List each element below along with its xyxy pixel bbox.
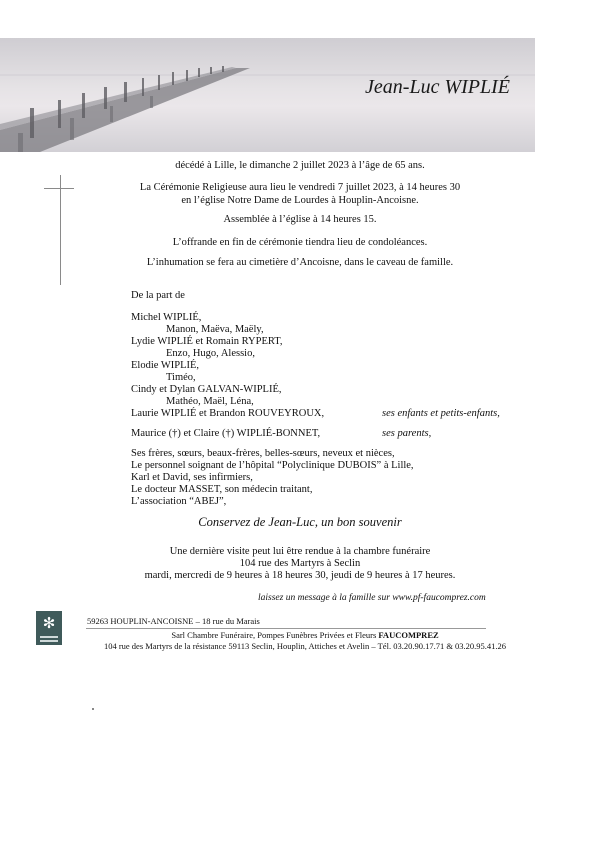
family-line: Cindy et Dylan GALVAN-WIPLIÉ, — [131, 384, 282, 395]
family-line: Manon, Maëva, Maëly, — [166, 324, 264, 335]
family-line: Laurie WIPLIÉ et Brandon ROUVEYROUX, — [131, 408, 325, 419]
deceased-name: Jean-Luc WIPLIÉ — [365, 76, 510, 98]
family-line: Michel WIPLIÉ, — [131, 312, 202, 323]
offering-text: L’offrande en fin de cérémonie tiendra lieu de condoléances. — [172, 237, 428, 248]
death-notice: décédé à Lille, le dimanche 2 juillet 2023 à l’âge de 65 ans. — [175, 160, 425, 171]
visit-line-1: Une dernière visite peut lui être rendue à la chambre funéraire — [169, 546, 431, 557]
family-intro: De la part de — [131, 290, 185, 301]
footer-company — [80, 630, 530, 641]
flower-icon: ✻ — [42, 614, 56, 632]
burial-text: L’inhumation se fera au cimetière d’Ancoisne, dans le caveau de famille. — [146, 257, 454, 268]
footer-company-prefix: Sarl Chambre Funéraire, Pompes Funèbres Privées et Fleurs — [171, 630, 379, 640]
family-line: Enzo, Hugo, Alessio, — [166, 348, 255, 359]
others-line: Karl et David, ses infirmiers, — [131, 472, 253, 483]
speck — [92, 708, 94, 710]
company-logo — [36, 611, 62, 645]
family-line: Elodie WIPLIÉ, — [131, 360, 200, 371]
ceremony-line-2: en l’église Notre Dame de Lourdes à Houplin-Ancoisne. — [181, 195, 419, 206]
parents-note: ses parents, — [382, 428, 432, 439]
children-note: ses enfants et petits-enfants, — [382, 408, 500, 419]
family-line: Timéo, — [166, 372, 196, 383]
others-line: Le personnel soignant de l’hôpital “Polyclinique DUBOIS” à Lille, — [131, 460, 414, 471]
family-line: Maurice (†) et Claire (†) WIPLIÉ-BONNET, — [131, 428, 321, 439]
family-line: Lydie WIPLIÉ et Romain RYPERT, — [131, 336, 283, 347]
logo-line — [40, 636, 58, 638]
others-line: Le docteur MASSET, son médecin traitant, — [131, 484, 313, 495]
memory-phrase: Conservez de Jean-Luc, un bon souvenir — [198, 515, 402, 529]
others-line: Ses frères, sœurs, beaux-frères, belles-sœurs, neveux et nièces, — [131, 448, 395, 459]
assembly-text: Assemblée à l’église à 14 heures 15. — [223, 214, 377, 225]
footer-address: 104 rue des Martyrs de la résistance 59113 Seclin, Houplin, Attiches et Avelin – Tél. 03.20.90.17.71 & 03.20.95.41.26 — [103, 641, 507, 651]
ceremony-line-1: La Cérémonie Religieuse aura lieu le vendredi 7 juillet 2023, à 14 heures 30 — [139, 182, 461, 193]
others-line: L’association “ABEJ”, — [131, 496, 227, 507]
footer-brand: FAUCOMPREZ — [378, 630, 439, 640]
logo-line — [40, 640, 58, 642]
cross-icon-bar — [44, 188, 74, 189]
visit-line-3: mardi, mercredi de 9 heures à 18 heures 30, jeudi de 9 heures à 17 heures. — [144, 570, 456, 581]
visit-line-2: 104 rue des Martyrs à Seclin — [239, 558, 361, 569]
cross-icon — [60, 175, 61, 285]
divider — [86, 628, 486, 629]
message-link[interactable]: laissez un message à la famille sur www.pf-faucomprez.com — [258, 593, 486, 603]
family-line: Mathéo, Maël, Léna, — [166, 396, 254, 407]
address-text: 59263 HOUPLIN-ANCOISNE – 18 rue du Marais — [87, 616, 260, 626]
